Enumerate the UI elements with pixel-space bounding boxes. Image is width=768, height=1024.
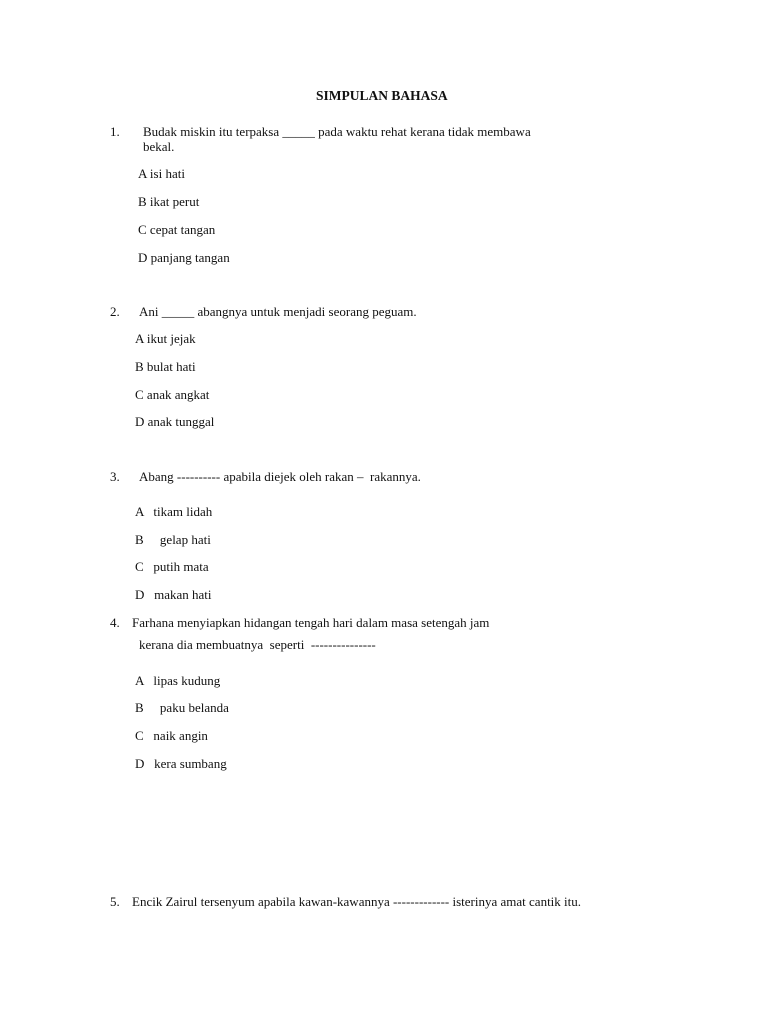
answer-option-a: A ikut jejak [135,331,196,346]
answer-option-d: D panjang tangan [138,250,230,265]
question-text: Ani _____ abangnya untuk menjadi seorang peguam. [139,304,417,319]
answer-option-a: A tikam lidah [135,504,213,519]
answer-option-d: D kera sumbang [135,756,227,771]
question-number: 1. [110,124,120,139]
question-text: kerana dia membuatnya seperti --------------- [139,637,376,652]
question-text: Budak miskin itu terpaksa _____ pada waktu rehat kerana tidak membawa [143,124,531,139]
answer-option-d: D makan hati [135,587,212,602]
question-text: Farhana menyiapkan hidangan tengah hari dalam masa setengah jam [132,615,490,630]
question-text: bekal. [143,139,175,154]
answer-option-c: C naik angin [135,728,208,743]
answer-option-b: B gelap hati [135,532,211,547]
answer-option-c: C anak angkat [135,387,210,402]
question-number: 2. [110,304,120,319]
question-number: 4. [110,615,120,630]
answer-option-b: B paku belanda [135,700,229,715]
page-title: SIMPULAN BAHASA [316,88,448,103]
question-number: 3. [110,469,120,484]
answer-option-d: D anak tunggal [135,414,215,429]
answer-option-a: A lipas kudung [135,673,221,688]
answer-option-c: C cepat tangan [138,222,216,237]
question-text: Abang ---------- apabila diejek oleh rakan – rakannya. [139,469,421,484]
answer-option-b: B bulat hati [135,359,196,374]
question-number: 5. [110,894,120,909]
answer-option-c: C putih mata [135,559,209,574]
answer-option-b: B ikat perut [138,194,200,209]
answer-option-a: A isi hati [138,166,185,181]
question-text: Encik Zairul tersenyum apabila kawan-kawannya ------------- isterinya amat cantik itu. [132,894,582,909]
